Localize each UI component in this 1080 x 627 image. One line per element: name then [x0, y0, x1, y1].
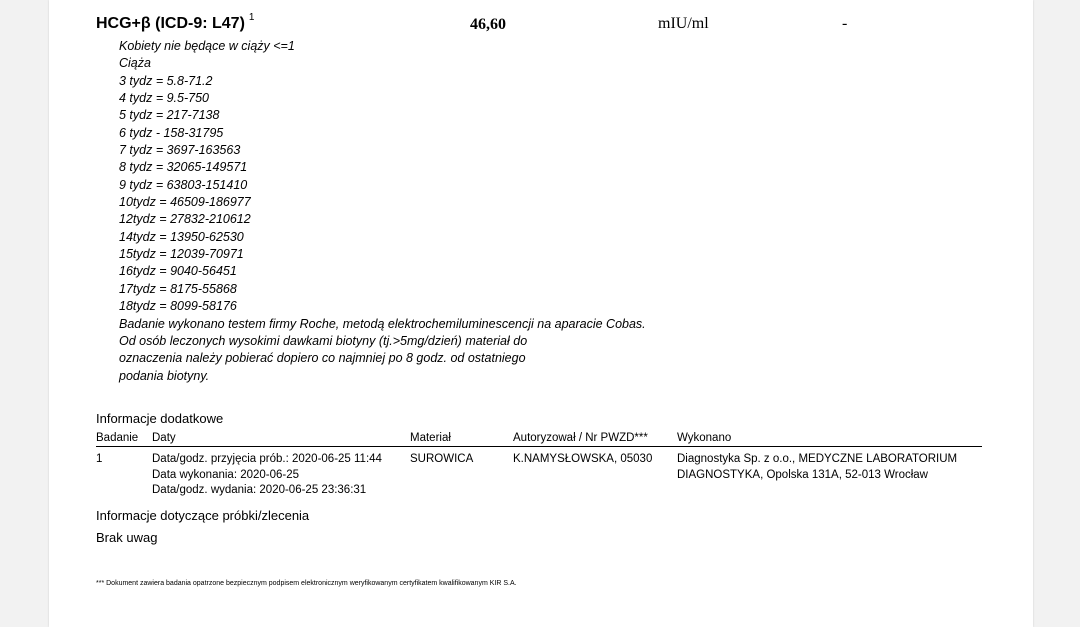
- reference-line: 14tydz = 13950-62530: [119, 229, 244, 244]
- date-received: Data/godz. przyjęcia prób.: 2020-06-25 11:44: [152, 453, 382, 465]
- test-value: 46,60: [470, 16, 506, 33]
- reference-line: 4 tydz = 9.5-750: [119, 91, 209, 106]
- reference-line: 5 tydz = 217-7138: [119, 108, 220, 123]
- sample-info-title: Informacje dotyczące próbki/zlecenia: [96, 508, 310, 523]
- reference-line: Ciąża: [119, 56, 151, 71]
- table-divider: [96, 446, 982, 447]
- test-name: HCG+β (ICD-9: L47): [96, 15, 245, 32]
- row-badanie: 1: [96, 453, 103, 465]
- row-wykonano: [677, 452, 957, 483]
- reference-line: 12tydz = 27832-210612: [119, 212, 251, 227]
- header-daty: Daty: [152, 432, 176, 444]
- reference-line: 6 tydz - 158-31795: [119, 125, 224, 140]
- biotin-note-line: Od osób leczonych wysokimi dawkami biotyny (tj.>5mg/dzień) materiał do: [119, 333, 528, 348]
- lab-line-2: DIAGNOSTYKA, Opolska 131A, 52-013 Wrocław: [677, 468, 928, 481]
- row-daty: [152, 452, 382, 499]
- reference-line: 3 tydz = 5.8-71.2: [119, 73, 213, 88]
- test-flag: -: [842, 15, 848, 32]
- header-wykonano: Wykonano: [677, 432, 732, 444]
- test-name-row: [96, 12, 255, 33]
- reference-line: 9 tydz = 63803-151410: [119, 177, 248, 192]
- test-superscript: 1: [248, 12, 255, 23]
- biotin-note-line: podania biotyny.: [119, 368, 210, 383]
- reference-line: 16tydz = 9040-56451: [119, 264, 237, 279]
- date-performed: Data wykonania: 2020-06-25: [152, 468, 300, 481]
- report-page: [49, 0, 1033, 627]
- lab-line-1: Diagnostyka Sp. z o.o., MEDYCZNE LABORATORIUM: [677, 453, 958, 465]
- row-material: SUROWICA: [410, 453, 474, 465]
- reference-line: 7 tydz = 3697-163563: [119, 143, 241, 158]
- reference-line: 18tydz = 8099-58176: [119, 299, 237, 314]
- reference-ranges: [119, 38, 646, 385]
- additional-info-title: Informacje dodatkowe: [96, 411, 224, 426]
- reference-line: 15tydz = 12039-70971: [119, 247, 244, 262]
- reference-line: 8 tydz = 32065-149571: [119, 160, 248, 175]
- header-badanie: Badanie: [96, 432, 139, 444]
- row-autoryzowal: K.NAMYSŁOWSKA, 05030: [513, 453, 653, 465]
- header-material: Materiał: [410, 432, 451, 444]
- biotin-note-line: oznaczenia należy pobierać dopiero co najmniej po 8 godz. od ostatniego: [119, 351, 526, 366]
- reference-line: Kobiety nie będące w ciąży <=1: [119, 39, 295, 53]
- sample-info-text: Brak uwag: [96, 530, 158, 545]
- header-autoryzowal: Autoryzował / Nr PWZD***: [513, 432, 648, 444]
- reference-line: 10tydz = 46509-186977: [119, 195, 251, 210]
- method-note-line: Badanie wykonano testem firmy Roche, metodą elektrochemiluminescencji na aparacie Cobas.: [119, 316, 646, 331]
- reference-line: 17tydz = 8175-55868: [119, 281, 237, 296]
- signature-footnote: *** Dokument zawiera badania opatrzone bezpiecznym podpisem elektronicznym weryfikowanym certyfikatem kwalifikowanym KIR S.A.: [96, 580, 517, 587]
- date-issued: Data/godz. wydania: 2020-06-25 23:36:31: [152, 484, 367, 496]
- test-unit: mIU/ml: [658, 15, 709, 32]
